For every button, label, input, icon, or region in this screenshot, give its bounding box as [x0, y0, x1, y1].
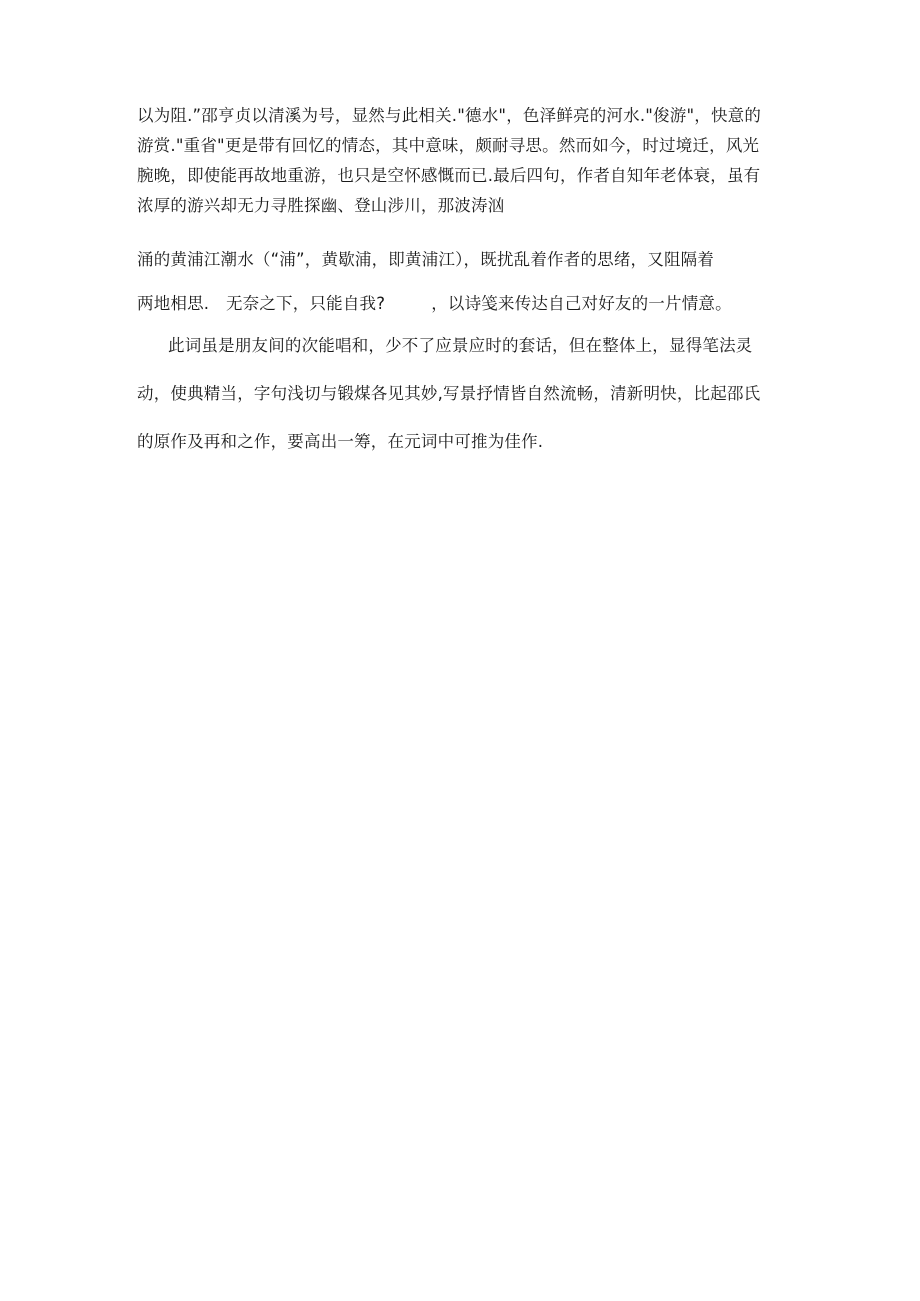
text-line-7: 此词虽是朋友间的次能唱和，少不了应景应时的套话，但在整体上，显得笔法灵: [168, 336, 753, 355]
text-line-6: [137, 292, 732, 316]
text-line-5: 涌的黄浦江潮水（“浦”，黄歇浦，即黄浦江），既扰乱着作者的思绪，又阻隔着: [137, 250, 715, 269]
text-line-9: 的原作及再和之作，要高出一筹，在元词中可推为佳作.: [137, 432, 544, 451]
text-line-1: 以为阻.”邵亨贞以清溪为号，显然与此相关."德水"，色泽鲜亮的河水."俊游"，快意的: [137, 106, 762, 125]
text-line-6-part-1: 两地相思. 无奈之下，只能自我?: [137, 294, 386, 313]
text-line-2: 游赏."重省"更是带有回忆的情态，其中意味，颇耐寻思。然而如今，时过境迁，风光: [137, 136, 760, 155]
text-line-3: 腕晚，即使能再故地重游，也只是空怀感慨而已.最后四句，作者自知年老体衰，虽有: [137, 166, 761, 185]
text-line-6-part-2: ，以诗笺来传达自己对好友的一片情意。: [431, 294, 732, 313]
text-line-4: 浓厚的游兴却无力寻胜探幽、登山涉川，那波涛汹: [137, 196, 505, 215]
text-line-8: 动，使典精当，字句浅切与锻煤各见其妙,写景抒情皆自然流畅，清新明快，比起邵氏: [137, 384, 761, 403]
